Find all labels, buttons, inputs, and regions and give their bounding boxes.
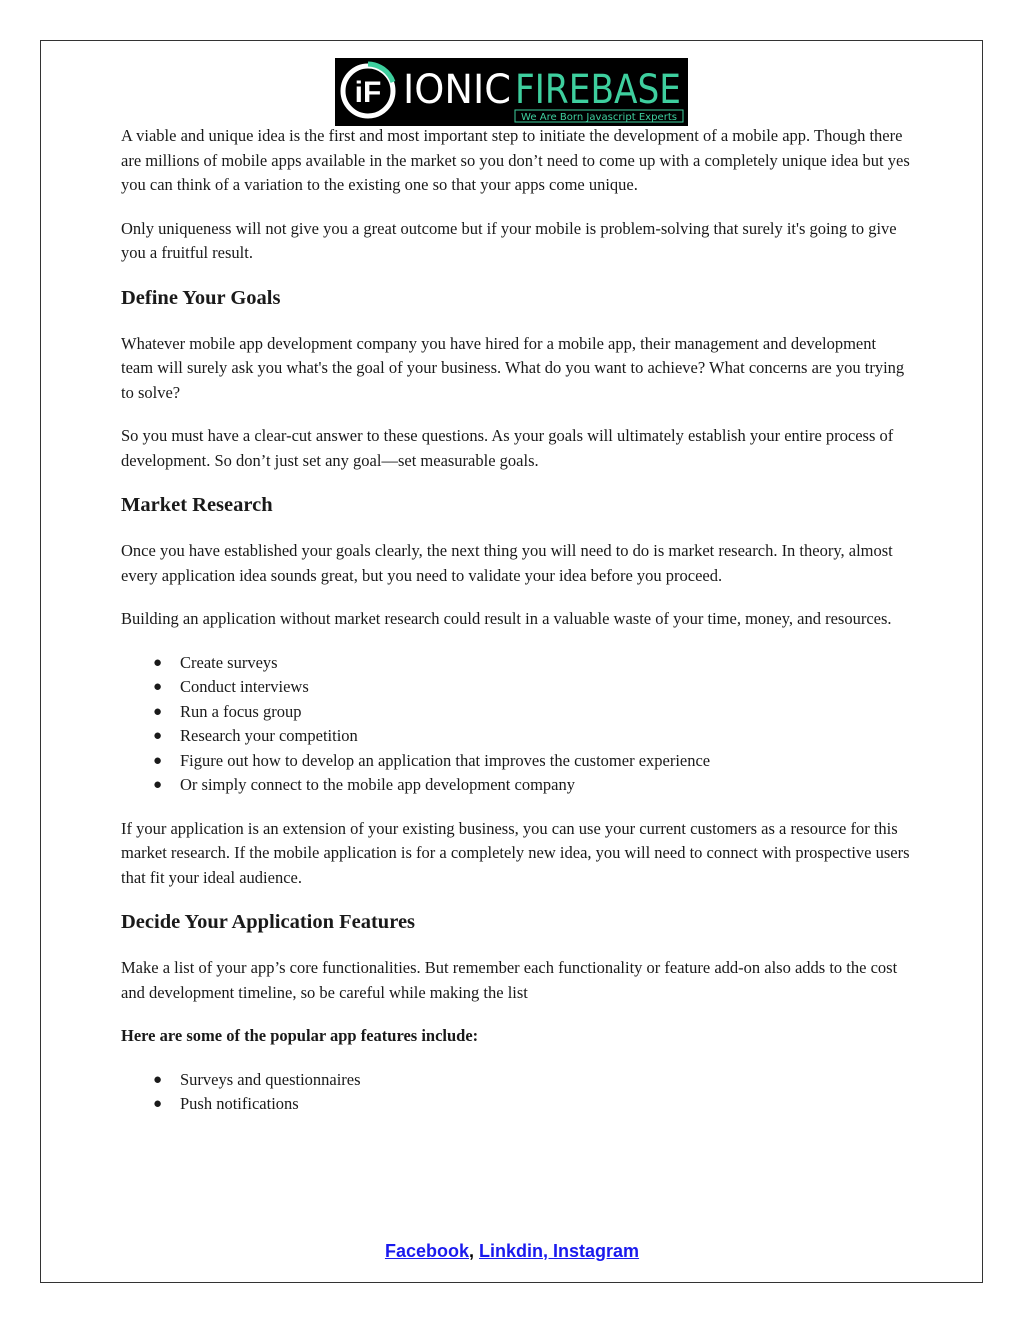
- research-list: [121, 651, 911, 798]
- bullet-icon: ●: [153, 777, 163, 793]
- list-item: [153, 724, 911, 749]
- list-item-text: Surveys and questionnaires: [180, 1069, 361, 1089]
- logo-graphic: [335, 58, 688, 126]
- linkdin-instagram-link[interactable]: Linkdin, Instagram: [479, 1241, 640, 1261]
- list-item: [153, 651, 911, 676]
- list-item: [153, 749, 911, 774]
- research-paragraph-3: If your application is an extension of your existing business, you can use your current customers as a resource for this market research. If the mobile application is for a completely new idea, you will need to connect with prospective users that fit your ideal audience.: [121, 818, 910, 887]
- list-item-text: Push notifications: [180, 1094, 299, 1113]
- document-body: [121, 124, 911, 1136]
- list-item: [153, 700, 911, 725]
- research-heading: Market Research: [121, 494, 273, 516]
- ionic-firebase-logo: [335, 58, 688, 126]
- features-subheading: Here are some of the popular app features include:: [121, 1026, 479, 1045]
- intro-paragraph-1: A viable and unique idea is the first and most important step to initiate the development of a mobile app. Though there are millions of mobile apps available in the market so you don’t need to come up with a completely unique idea but yes you can think of a variation to the existing one so that your apps come unique.: [121, 126, 910, 194]
- facebook-link[interactable]: Facebook: [384, 1241, 469, 1261]
- list-item: [153, 1068, 911, 1093]
- bullet-icon: ●: [153, 728, 163, 744]
- list-item-text: Or simply connect to the mobile app development company: [180, 775, 575, 794]
- logo-monogram: iF: [354, 76, 382, 109]
- intro-paragraph-2: Only uniqueness will not give you a great outcome but if your mobile is problem-solving that surely it's going to give you a fruitful result.: [121, 218, 897, 262]
- logo-tagline: We Are Born Javascript Experts: [521, 112, 677, 123]
- goals-paragraph-1: Whatever mobile app development company you have hired for a mobile app, their management and development team will surely ask you what's the goal of your business. What do you want to achieve? What concerns are you trying to solve?: [121, 333, 905, 402]
- logo-word-firebase: FIREBASE: [515, 67, 681, 113]
- research-paragraph-1: Once you have established your goals clearly, the next thing you will need to do is market research. In theory, almost every application idea sounds great, but you need to validate your idea before you proceed.: [121, 541, 893, 585]
- bullet-icon: ●: [153, 654, 163, 671]
- features-paragraph-1: Make a list of your app’s core functionalities. But remember each functionality or feature add-on also adds to the cost and development timeline, so be careful while making the list: [121, 958, 898, 1002]
- list-item-text: Figure out how to develop an application that improves the customer experience: [180, 750, 711, 770]
- bullet-icon: ●: [153, 1096, 163, 1112]
- bullet-icon: ●: [153, 679, 163, 695]
- social-links-footer: [0, 1241, 1024, 1262]
- research-paragraph-2: Building an application without market research could result in a valuable waste of your time, money, and resources.: [121, 609, 892, 628]
- features-heading: Decide Your Application Features: [121, 911, 416, 933]
- bullet-icon: ●: [153, 703, 163, 720]
- goals-heading: Define Your Goals: [121, 286, 281, 309]
- list-item: [153, 675, 911, 700]
- bullet-icon: ●: [153, 1071, 163, 1088]
- list-item-text: Run a focus group: [180, 701, 302, 721]
- goals-paragraph-2: So you must have a clear-cut answer to these questions. As your goals will ultimately establish your entire process of development. So don’t just set any goal—set measurable goals.: [121, 426, 894, 470]
- features-list: [121, 1068, 911, 1117]
- list-item-text: Create surveys: [180, 652, 278, 672]
- list-item-text: Conduct interviews: [180, 677, 309, 696]
- footer-separator: ,: [468, 1241, 474, 1261]
- list-item-text: Research your competition: [180, 726, 358, 745]
- list-item: [153, 773, 911, 798]
- list-item: [153, 1092, 911, 1117]
- bullet-icon: ●: [153, 752, 163, 769]
- logo-word-ionic: IONIC: [403, 67, 511, 113]
